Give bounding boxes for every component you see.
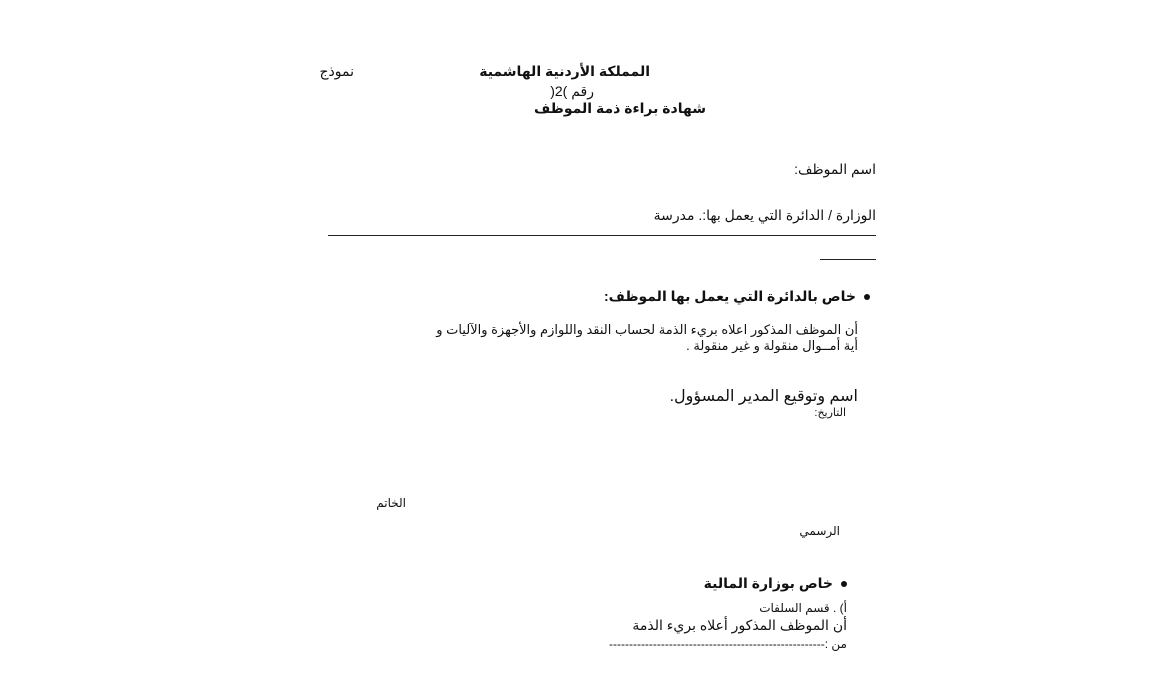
underline-long: [328, 235, 876, 236]
date-label: التاريخ:: [814, 407, 846, 419]
from-field: من :------------------------------------------------------: [608, 637, 847, 651]
form-number: رقم )2(: [550, 83, 594, 99]
kingdom-title: المملكة الأردنية الهاشمية: [479, 63, 650, 79]
finance-section-heading: [704, 575, 847, 591]
employee-name-label: اسم الموظف:: [794, 161, 876, 177]
clearance-line-2: أية أمــوال منقولة و غير منقولة .: [686, 338, 858, 353]
underline-short: [820, 259, 876, 260]
seal-label: الخاتم: [376, 496, 406, 510]
loans-department-label: أ) . قسم السلفات: [759, 601, 847, 615]
official-label: الرسمي: [799, 524, 840, 538]
document-title: شهادة براءة ذمة الموظف: [534, 100, 706, 116]
department-section-heading: [604, 288, 870, 304]
finance-clearance-text: أن الموظف المذكور أعلاه بريء الذمة: [632, 617, 847, 633]
finance-heading-text: خاص بوزارة المالية: [703, 575, 833, 591]
ministry-label: الوزارة / الدائرة التي يعمل بها:. مدرسة: [653, 207, 876, 223]
clearance-line-1: أن الموظف المذكور اعلاه بريء الذمة لحساب النقد واللوازم والأجهزة والآليات و: [436, 322, 858, 337]
department-heading-text: خاص بالدائرة التي يعمل بها الموظف:: [604, 288, 856, 304]
bullet-icon: [864, 294, 870, 300]
form-word: نموذج: [319, 63, 354, 79]
bullet-icon: [841, 581, 847, 587]
manager-signature-label: اسم وتوقيع المدير المسؤول.: [669, 388, 858, 405]
